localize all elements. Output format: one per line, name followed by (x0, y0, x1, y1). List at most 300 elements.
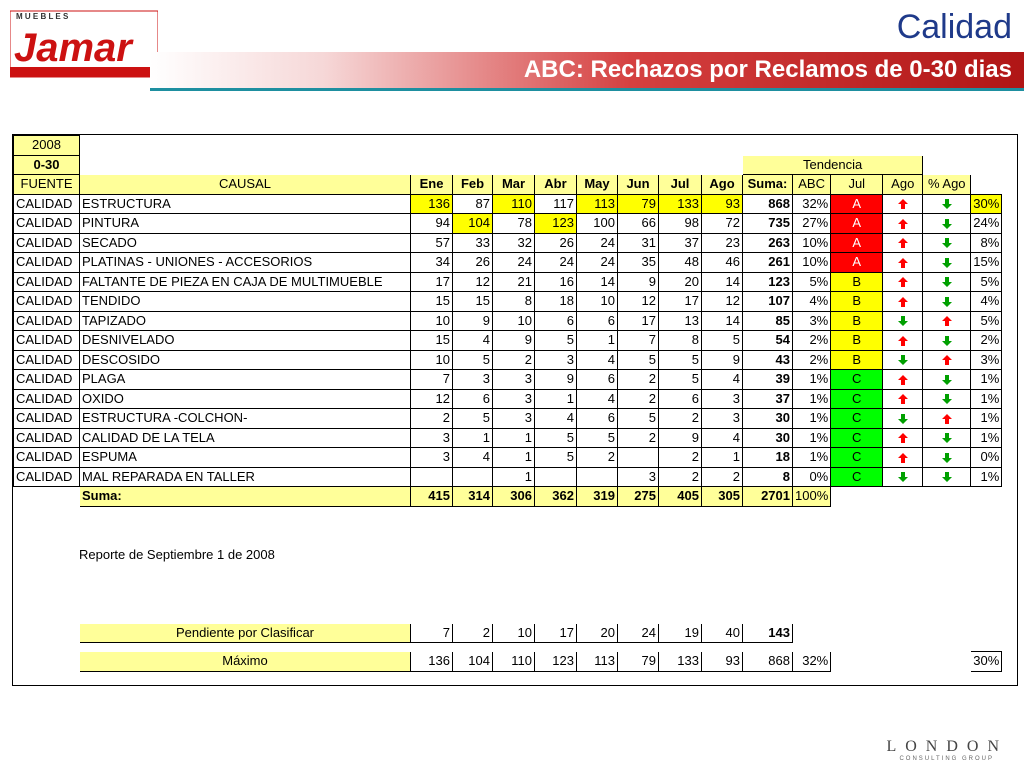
fuente-cell: CALIDAD (14, 331, 80, 351)
fuente-cell: CALIDAD (14, 370, 80, 390)
month-cell: 35 (618, 253, 659, 273)
month-cell: 104 (453, 214, 493, 234)
ago-trend-cell (923, 253, 971, 273)
suma-cell: 263 (743, 233, 793, 253)
pending-month-cell: 24 (618, 623, 659, 643)
month-cell: 3 (535, 350, 577, 370)
arrow-up-icon (941, 413, 953, 425)
suma-cell: 39 (743, 370, 793, 390)
fuente-cell: CALIDAD (14, 272, 80, 292)
month-cell: 4 (577, 389, 618, 409)
jul-trend-cell (883, 428, 923, 448)
month-cell: 1 (577, 331, 618, 351)
month-cell: 100 (577, 214, 618, 234)
month-cell: 6 (453, 389, 493, 409)
month-cell: 3 (411, 428, 453, 448)
suma-cell: 868 (743, 194, 793, 214)
suma-cell: 18 (743, 448, 793, 468)
jul-trend-cell (883, 214, 923, 234)
column-header: Suma: (743, 175, 793, 195)
month-cell: 15 (453, 292, 493, 312)
ago-trend-cell (923, 350, 971, 370)
abc-grade-cell: B (831, 331, 883, 351)
month-cell: 8 (659, 331, 702, 351)
arrow-down-icon (897, 471, 909, 483)
pending-month-cell: 19 (659, 623, 702, 643)
ago-trend-cell (923, 194, 971, 214)
causal-cell: MAL REPARADA EN TALLER (80, 467, 411, 487)
month-cell: 1 (453, 428, 493, 448)
table-row (14, 233, 1002, 253)
month-cell: 5 (453, 409, 493, 429)
suma-cell: 30 (743, 428, 793, 448)
pct-ago-cell: 1% (971, 409, 1002, 429)
month-cell: 24 (577, 233, 618, 253)
month-cell: 34 (411, 253, 453, 273)
abc-grade-cell: B (831, 350, 883, 370)
range-label: 0-30 (14, 155, 80, 175)
month-cell: 5 (535, 448, 577, 468)
range-row (14, 155, 1002, 175)
percent-cell: 10% (793, 253, 831, 273)
spreadsheet (12, 134, 1018, 686)
pct-ago-cell: 8% (971, 233, 1002, 253)
pct-ago-cell: 1% (971, 428, 1002, 448)
blank-row (14, 584, 1002, 604)
arrow-up-icon (897, 218, 909, 230)
month-cell: 2 (618, 428, 659, 448)
month-cell (618, 448, 659, 468)
logo-wordmark: Jamar (14, 26, 132, 70)
percent-cell: 27% (793, 214, 831, 234)
month-cell: 20 (659, 272, 702, 292)
percent-cell: 5% (793, 272, 831, 292)
month-cell: 17 (659, 292, 702, 312)
pct-ago-cell: 4% (971, 292, 1002, 312)
month-cell: 2 (659, 448, 702, 468)
table-row (14, 409, 1002, 429)
jul-trend-cell (883, 194, 923, 214)
ago-trend-cell (923, 370, 971, 390)
month-cell: 17 (618, 311, 659, 331)
blank-row (14, 506, 1002, 526)
ago-trend-cell (923, 467, 971, 487)
maximum-month-cell: 110 (493, 652, 535, 672)
jul-trend-cell (883, 389, 923, 409)
month-cell: 94 (411, 214, 453, 234)
abc-grade-cell: C (831, 370, 883, 390)
abc-grade-cell: C (831, 448, 883, 468)
ago-trend-cell (923, 311, 971, 331)
table-row (14, 272, 1002, 292)
causal-cell: CALIDAD DE LA TELA (80, 428, 411, 448)
table-row (14, 194, 1002, 214)
column-header: FUENTE (14, 175, 80, 195)
month-cell: 12 (702, 292, 743, 312)
pct-ago-cell: 1% (971, 370, 1002, 390)
ago-trend-cell (923, 272, 971, 292)
column-header: Abr (535, 175, 577, 195)
jul-trend-cell (883, 272, 923, 292)
month-cell: 4 (453, 331, 493, 351)
column-header: Feb (453, 175, 493, 195)
abc-grade-cell: B (831, 272, 883, 292)
arrow-down-icon (941, 452, 953, 464)
column-header: % Ago (923, 175, 971, 195)
arrow-down-icon (941, 296, 953, 308)
jul-trend-cell (883, 350, 923, 370)
blank-row (14, 565, 1002, 585)
month-cell: 4 (702, 428, 743, 448)
arrow-down-icon (941, 393, 953, 405)
month-cell: 3 (493, 370, 535, 390)
month-cell: 10 (493, 311, 535, 331)
percent-cell: 4% (793, 292, 831, 312)
month-cell: 12 (453, 272, 493, 292)
london-logo: LONDON (886, 738, 1008, 755)
arrow-up-icon (897, 393, 909, 405)
month-cell: 26 (535, 233, 577, 253)
fuente-cell: CALIDAD (14, 214, 80, 234)
month-cell: 15 (411, 331, 453, 351)
ago-trend-cell (923, 448, 971, 468)
causal-cell: TAPIZADO (80, 311, 411, 331)
jul-trend-cell (883, 311, 923, 331)
month-cell: 31 (618, 233, 659, 253)
fuente-cell: CALIDAD (14, 311, 80, 331)
report-note: Reporte de Septiembre 1 de 2008 (79, 547, 275, 562)
month-cell: 1 (493, 467, 535, 487)
pending-month-cell: 10 (493, 623, 535, 643)
maximum-month-cell: 113 (577, 652, 618, 672)
month-cell: 5 (453, 350, 493, 370)
month-cell: 24 (577, 253, 618, 273)
causal-cell: OXIDO (80, 389, 411, 409)
pct-ago-cell: 15% (971, 253, 1002, 273)
month-cell: 123 (535, 214, 577, 234)
fuente-cell: CALIDAD (14, 467, 80, 487)
pct-ago-cell: 30% (971, 194, 1002, 214)
month-cell: 5 (535, 428, 577, 448)
month-cell: 133 (659, 194, 702, 214)
column-header: ABC (793, 175, 831, 195)
percent-cell: 2% (793, 350, 831, 370)
table-row (14, 311, 1002, 331)
blank-row (14, 526, 1002, 546)
percent-cell: 1% (793, 389, 831, 409)
month-cell: 23 (702, 233, 743, 253)
table-row (14, 331, 1002, 351)
abc-grade-cell: C (831, 428, 883, 448)
total-suma-cell: 2701 (743, 487, 793, 507)
maximum-month-cell: 136 (411, 652, 453, 672)
month-cell: 14 (702, 272, 743, 292)
jul-trend-cell (883, 253, 923, 273)
arrow-down-icon (897, 413, 909, 425)
column-header: Jul (659, 175, 702, 195)
fuente-cell: CALIDAD (14, 253, 80, 273)
pending-label: Pendiente por Clasificar (80, 623, 411, 643)
month-cell: 98 (659, 214, 702, 234)
total-month-cell: 415 (411, 487, 453, 507)
month-cell: 4 (702, 370, 743, 390)
pending-month-cell: 20 (577, 623, 618, 643)
pct-ago-cell: 5% (971, 272, 1002, 292)
table-row (14, 214, 1002, 234)
month-cell: 46 (702, 253, 743, 273)
column-header: Ene (411, 175, 453, 195)
pending-month-cell: 7 (411, 623, 453, 643)
month-cell: 5 (618, 350, 659, 370)
month-cell: 2 (618, 389, 659, 409)
total-month-cell: 362 (535, 487, 577, 507)
ago-trend-cell (923, 428, 971, 448)
month-cell: 2 (618, 370, 659, 390)
abc-grade-cell: C (831, 389, 883, 409)
month-cell: 3 (702, 409, 743, 429)
maximum-month-cell: 123 (535, 652, 577, 672)
pct-ago-cell: 0% (971, 448, 1002, 468)
fuente-cell: CALIDAD (14, 194, 80, 214)
month-cell: 5 (659, 370, 702, 390)
maximum-month-cell: 133 (659, 652, 702, 672)
month-cell: 16 (535, 272, 577, 292)
suma-cell: 261 (743, 253, 793, 273)
month-cell: 6 (659, 389, 702, 409)
abc-grade-cell: A (831, 194, 883, 214)
month-cell: 9 (453, 311, 493, 331)
month-cell: 1 (535, 389, 577, 409)
abc-grade-cell: A (831, 253, 883, 273)
jul-trend-cell (883, 233, 923, 253)
totals-label: Suma: (80, 487, 411, 507)
month-cell: 78 (493, 214, 535, 234)
causal-cell: DESNIVELADO (80, 331, 411, 351)
abc-grade-cell: B (831, 292, 883, 312)
month-cell: 110 (493, 194, 535, 214)
page-title: Calidad (896, 8, 1012, 46)
month-cell: 21 (493, 272, 535, 292)
month-cell: 3 (702, 389, 743, 409)
arrow-up-icon (897, 296, 909, 308)
month-cell: 1 (493, 428, 535, 448)
month-cell: 5 (535, 331, 577, 351)
suma-cell: 54 (743, 331, 793, 351)
pct-ago-cell: 1% (971, 389, 1002, 409)
percent-cell: 1% (793, 409, 831, 429)
jamar-logo (10, 5, 158, 80)
ago-trend-cell (923, 214, 971, 234)
pct-ago-cell: 5% (971, 311, 1002, 331)
causal-cell: DESCOSIDO (80, 350, 411, 370)
month-cell (535, 467, 577, 487)
month-cell: 2 (659, 467, 702, 487)
ago-trend-cell (923, 233, 971, 253)
total-month-cell: 319 (577, 487, 618, 507)
month-cell: 136 (411, 194, 453, 214)
arrow-up-icon (897, 276, 909, 288)
jul-trend-cell (883, 292, 923, 312)
abc-grade-cell: A (831, 214, 883, 234)
month-cell: 3 (493, 409, 535, 429)
causal-cell: PLATINAS - UNIONES - ACCESORIOS (80, 253, 411, 273)
percent-cell: 2% (793, 331, 831, 351)
ago-trend-cell (923, 331, 971, 351)
month-cell: 5 (618, 409, 659, 429)
month-cell (453, 467, 493, 487)
month-cell: 3 (411, 448, 453, 468)
month-cell: 9 (702, 350, 743, 370)
causal-cell: PINTURA (80, 214, 411, 234)
month-cell: 18 (535, 292, 577, 312)
month-cell: 2 (411, 409, 453, 429)
table-row (14, 292, 1002, 312)
column-header: May (577, 175, 618, 195)
month-cell: 3 (493, 389, 535, 409)
suma-cell: 30 (743, 409, 793, 429)
spacer-row (14, 643, 1002, 652)
table-row (14, 467, 1002, 487)
month-cell: 10 (411, 350, 453, 370)
london-logo-sub: CONSULTING GROUP (899, 756, 994, 762)
month-cell: 5 (577, 428, 618, 448)
pending-row (14, 623, 1002, 643)
jul-trend-cell (883, 331, 923, 351)
month-cell: 6 (577, 409, 618, 429)
total-month-cell: 405 (659, 487, 702, 507)
pending-month-cell: 17 (535, 623, 577, 643)
ago-trend-cell (923, 389, 971, 409)
month-cell: 113 (577, 194, 618, 214)
maximum-month-cell: 79 (618, 652, 659, 672)
fuente-cell: CALIDAD (14, 233, 80, 253)
pending-suma-cell: 143 (743, 623, 793, 643)
arrow-up-icon (897, 237, 909, 249)
jul-trend-cell (883, 467, 923, 487)
header-band-line (150, 88, 1024, 91)
pending-month-cell: 2 (453, 623, 493, 643)
month-cell: 5 (659, 350, 702, 370)
causal-cell: TENDIDO (80, 292, 411, 312)
month-cell: 9 (618, 272, 659, 292)
arrow-down-icon (941, 237, 953, 249)
month-cell: 10 (577, 292, 618, 312)
month-cell: 33 (453, 233, 493, 253)
maximum-percent-cell: 32% (793, 652, 831, 672)
logo-tagline: M U E B L E S (16, 12, 69, 21)
month-cell: 2 (702, 467, 743, 487)
arrow-down-icon (941, 335, 953, 347)
percent-cell: 1% (793, 370, 831, 390)
tendencia-label: Tendencia (743, 155, 923, 175)
column-header: Jun (618, 175, 659, 195)
percent-cell: 1% (793, 428, 831, 448)
total-month-cell: 275 (618, 487, 659, 507)
abc-grade-cell: B (831, 311, 883, 331)
month-cell: 2 (493, 350, 535, 370)
month-cell: 4 (577, 350, 618, 370)
pct-ago-cell: 3% (971, 350, 1002, 370)
month-cell: 12 (618, 292, 659, 312)
month-cell: 1 (702, 448, 743, 468)
arrow-down-icon (941, 374, 953, 386)
month-cell: 9 (659, 428, 702, 448)
maximum-month-cell: 104 (453, 652, 493, 672)
total-month-cell: 314 (453, 487, 493, 507)
fuente-cell: CALIDAD (14, 409, 80, 429)
column-header: Mar (493, 175, 535, 195)
maximum-month-cell: 93 (702, 652, 743, 672)
total-month-cell: 306 (493, 487, 535, 507)
month-cell: 2 (577, 448, 618, 468)
arrow-down-icon (941, 257, 953, 269)
month-cell: 4 (453, 448, 493, 468)
table-row (14, 370, 1002, 390)
arrow-up-icon (941, 354, 953, 366)
month-cell: 72 (702, 214, 743, 234)
table-row (14, 428, 1002, 448)
arrow-down-icon (897, 354, 909, 366)
table-row (14, 448, 1002, 468)
percent-cell: 32% (793, 194, 831, 214)
arrow-down-icon (941, 198, 953, 210)
fuente-cell: CALIDAD (14, 428, 80, 448)
header-row (14, 175, 1002, 195)
pct-ago-cell: 1% (971, 467, 1002, 487)
page-subtitle: ABC: Rechazos por Reclamos de 0-30 dias (523, 56, 1012, 83)
month-cell: 48 (659, 253, 702, 273)
month-cell: 9 (535, 370, 577, 390)
column-header: CAUSAL (80, 175, 411, 195)
arrow-down-icon (941, 276, 953, 288)
month-cell: 5 (702, 331, 743, 351)
year-row (14, 136, 1002, 156)
abc-grade-cell: A (831, 233, 883, 253)
month-cell: 24 (493, 253, 535, 273)
abc-grade-cell: C (831, 409, 883, 429)
percent-cell: 10% (793, 233, 831, 253)
month-cell: 6 (577, 311, 618, 331)
arrow-down-icon (941, 432, 953, 444)
suma-cell: 43 (743, 350, 793, 370)
table-row (14, 350, 1002, 370)
percent-cell: 1% (793, 448, 831, 468)
percent-cell: 0% (793, 467, 831, 487)
month-cell: 13 (659, 311, 702, 331)
month-cell: 37 (659, 233, 702, 253)
causal-cell: FALTANTE DE PIEZA EN CAJA DE MULTIMUEBLE (80, 272, 411, 292)
maximum-pct-ago-cell: 30% (971, 652, 1002, 672)
column-header: Ago (702, 175, 743, 195)
month-cell: 32 (493, 233, 535, 253)
totals-row (14, 487, 1002, 507)
suma-cell: 8 (743, 467, 793, 487)
month-cell: 10 (411, 311, 453, 331)
rejections-table (13, 135, 1002, 672)
month-cell: 7 (411, 370, 453, 390)
percent-cell: 3% (793, 311, 831, 331)
arrow-up-icon (941, 315, 953, 327)
arrow-down-icon (941, 218, 953, 230)
month-cell: 93 (702, 194, 743, 214)
arrow-down-icon (941, 471, 953, 483)
pending-month-cell: 40 (702, 623, 743, 643)
fuente-cell: CALIDAD (14, 350, 80, 370)
month-cell: 2 (659, 409, 702, 429)
column-header: Ago (883, 175, 923, 195)
pct-ago-cell: 24% (971, 214, 1002, 234)
month-cell: 3 (618, 467, 659, 487)
